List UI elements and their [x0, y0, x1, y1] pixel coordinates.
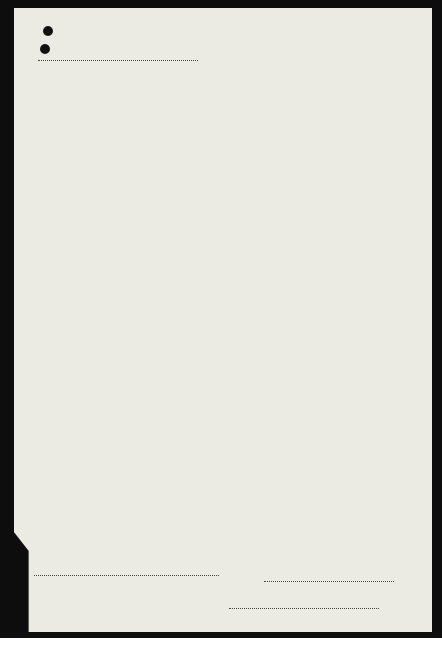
punch-hole [40, 44, 50, 54]
form-sheet [14, 8, 432, 632]
bde-line [229, 608, 379, 609]
signature-line [264, 581, 394, 582]
unit-line-bottom [34, 575, 219, 576]
form-table [14, 103, 432, 573]
punch-hole [43, 26, 53, 36]
credit-bar [0, 638, 442, 653]
unit-dotted-line [38, 60, 198, 61]
